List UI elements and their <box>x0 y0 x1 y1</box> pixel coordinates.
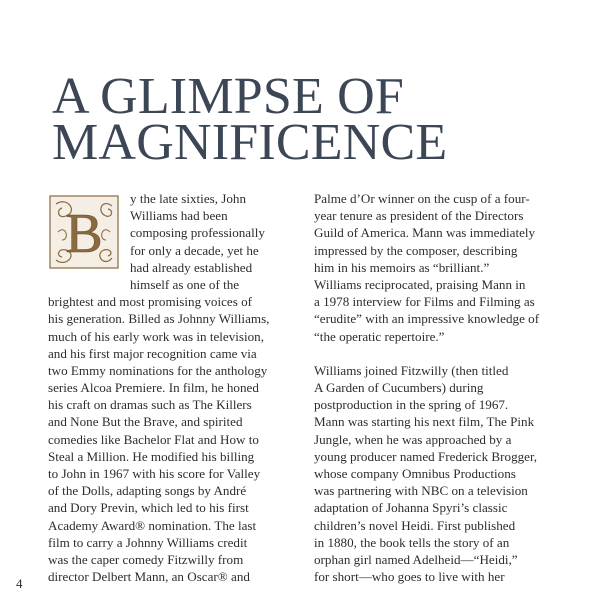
text-line: himself as one of the <box>130 276 240 292</box>
text-line: Jungle, when he was approached by a <box>314 431 512 447</box>
text-line: Academy Award® nomination. The last <box>48 517 257 533</box>
text-line: and his first major recognition came via <box>48 345 257 361</box>
text-line: Mann was starting his next film, The Pink <box>314 414 535 430</box>
text-line: Williams reciprocated, praising Mann in <box>314 276 526 292</box>
text-line: impressed by the composer, describing <box>314 242 518 258</box>
title-line-2: MAGNIFICENCE <box>52 114 448 171</box>
text-line: comedies like Bachelor Flat and How to <box>48 431 259 447</box>
text-line: Palme d’Or winner on the cusp of a four- <box>314 191 530 206</box>
text-line: much of his early work was in television, <box>48 328 265 344</box>
text-line: Guild of America. Mann was immediately <box>314 225 536 241</box>
text-line: his generation. Billed as Johnny Williams, <box>48 311 270 327</box>
text-line: children’s novel Heidi. First published <box>314 517 516 533</box>
text-line: orphan girl named Adelheid—“Heidi,” <box>314 551 518 567</box>
right-column <box>314 190 564 585</box>
text-line: y the late sixties, John <box>130 191 247 206</box>
text-line: Williams had been <box>130 208 228 224</box>
text-line: in 1880, the book tells the story of an <box>314 534 510 550</box>
text-line: was partnering with NBC on a television <box>314 483 528 499</box>
text-line: a 1978 interview for Films and Filming as <box>314 294 535 310</box>
paragraph-gap <box>314 345 564 362</box>
dropcap-letter: B <box>65 203 103 265</box>
text-line: “erudite” with an impressive knowledge of <box>314 311 540 327</box>
text-line: was the caper comedy Fitzwilly from <box>48 551 244 567</box>
text-line: of the Dolls, adapting songs by André <box>48 483 247 499</box>
text-line: and Dory Previn, which led to his first <box>48 500 249 516</box>
page-title <box>52 68 572 171</box>
text-line: “the operatic repertoire.” <box>314 328 445 344</box>
text-line: whose company Omnibus Productions <box>314 466 516 481</box>
text-line: year tenure as president of the Directors <box>314 208 524 224</box>
page-number: 4 <box>16 576 23 591</box>
title-line-1: A GLIMPSE OF <box>52 68 405 125</box>
text-line: composing professionally <box>130 225 265 241</box>
text-line: for only a decade, yet he <box>130 242 259 258</box>
text-line: director Delbert Mann, an Oscar® and <box>48 569 250 585</box>
text-line: film to carry a Johnny Williams credit <box>48 534 248 550</box>
text-line: him in his memoirs as “brilliant.” <box>314 259 490 275</box>
text-line: two Emmy nominations for the anthology <box>48 362 268 378</box>
text-line: his craft on dramas such as The Killers <box>48 397 252 413</box>
text-line: brightest and most promising voices of <box>48 294 253 310</box>
text-line: had already established <box>130 259 253 275</box>
text-line: series Alcoa Premiere. In film, he honed <box>48 380 259 396</box>
text-line: Williams joined Fitzwilly (then titled <box>314 362 509 378</box>
text-line: and None But the Brave, and spirited <box>48 414 243 430</box>
text-line: to John in 1967 with his score for Valley <box>48 466 261 481</box>
text-line: A Garden of Cucumbers) during <box>314 380 484 396</box>
text-line: postproduction in the spring of 1967. <box>314 397 509 413</box>
text-line: Steal a Million. He modified his billing <box>48 448 255 464</box>
left-column <box>48 190 288 585</box>
text-line: for short—who goes to live with her <box>314 569 505 585</box>
text-line: young producer named Frederick Brogger, <box>314 448 538 464</box>
text-line: adaptation of Johanna Spyri’s classic <box>314 500 508 516</box>
